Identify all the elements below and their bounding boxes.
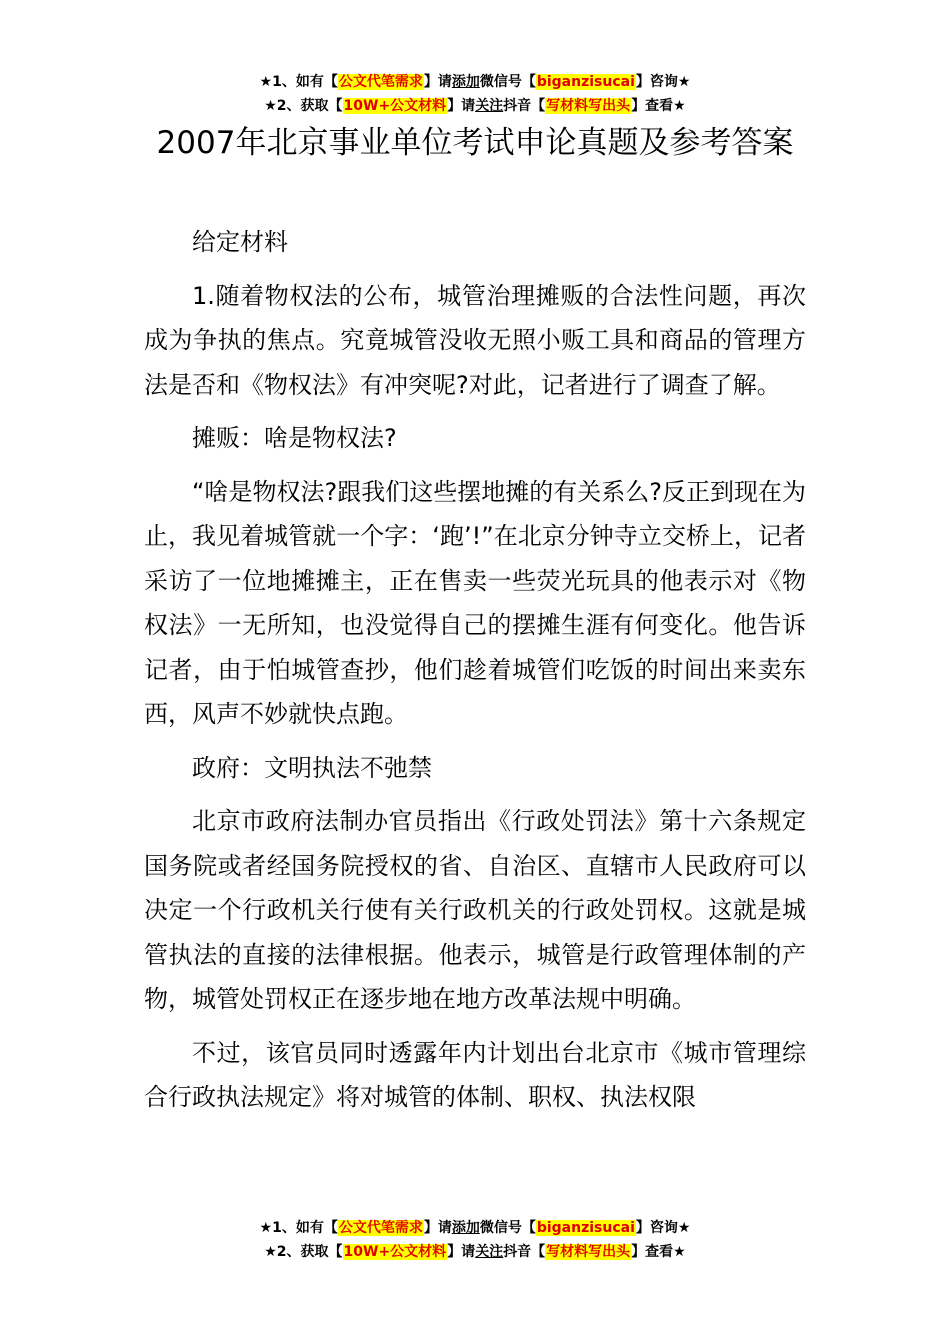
section-heading: 摊贩：啥是物权法?	[192, 424, 397, 452]
banner-text: 微信号【	[479, 1220, 536, 1236]
document-body	[144, 220, 806, 1129]
banner-text: ★2、获取【	[264, 1244, 343, 1260]
banner-underline: 关注	[475, 1244, 504, 1260]
body-paragraph: 不过，该官员同时透露年内计划出台北京市《城市管理综合行政执法规定》将对城管的体制、职权、执法权限	[144, 1038, 806, 1111]
banner-text: 】请	[423, 1220, 452, 1236]
banner-line-2	[0, 1240, 950, 1264]
header-banner	[0, 70, 950, 118]
section-heading: 给定材料	[192, 228, 288, 256]
section-heading: 政府：文明执法不弛禁	[192, 753, 432, 782]
banner-highlight: 写材料写出头	[546, 1244, 631, 1260]
banner-highlight: biganzisucai	[536, 1220, 635, 1236]
banner-text: ★1、如有【	[259, 1220, 338, 1236]
banner-highlight: biganzisucai	[536, 74, 635, 90]
body-paragraph: 北京市政府法制办官员指出《行政处罚法》第十六条规定国务院或者经国务院授权的省、自治区、直辖市人民政府可以决定一个行政机关行使有关行政机关的行政处罚权。这就是城管执法的直接的法律根据。他表示，城管是行政管理体制的产物，城管处罚权正在逐步地在地方改革法规中明确。	[144, 807, 806, 1013]
banner-line-1	[0, 1216, 950, 1240]
banner-text: 】请	[447, 1244, 476, 1260]
banner-text: 】请	[423, 74, 452, 90]
banner-text: 】咨询★	[635, 1220, 691, 1236]
banner-text: 微信号【	[479, 74, 536, 90]
banner-text: 抖音【	[503, 1244, 546, 1260]
banner-highlight: 公文代笔需求	[338, 74, 423, 90]
banner-underline: 关注	[475, 98, 504, 114]
banner-text: 】查看★	[631, 1244, 686, 1260]
banner-underline: 添加	[451, 74, 480, 90]
page-title: 2007年北京事业单位考试申论真题及参考答案	[156, 125, 794, 161]
banner-text: 抖音【	[503, 98, 546, 114]
banner-line-1	[0, 70, 950, 94]
banner-line-2	[0, 94, 950, 118]
body-paragraph: 1.随着物权法的公布，城管治理摊贩的合法性问题，再次成为争执的焦点。究竟城管没收无照小贩工具和商品的管理方法是否和《物权法》有冲突呢?对此，记者进行了调查了解。	[144, 281, 806, 399]
banner-highlight: 10W+公文材料	[343, 98, 447, 114]
banner-text: ★1、如有【	[259, 74, 338, 90]
footer-banner	[0, 1216, 950, 1264]
banner-text: 】请	[447, 98, 476, 114]
banner-text: ★2、获取【	[264, 98, 343, 114]
banner-highlight: 10W+公文材料	[343, 1244, 447, 1260]
banner-text: 】咨询★	[635, 74, 691, 90]
banner-highlight: 写材料写出头	[546, 98, 631, 114]
body-paragraph: “啥是物权法?跟我们这些摆地摊的有关系么?反正到现在为止，我见着城管就一个字：‘跑’!”在北京分钟寺立交桥上，记者采访了一位地摊摊主，正在售卖一些荧光玩具的他表示对《物权法》一无所知，也没觉得自己的摆摊生涯有何变化。他告诉记者，由于怕城管查抄，他们趁着城管们吃饭的时间出来卖东西，风声不妙就快点跑。	[144, 477, 806, 728]
banner-underline: 添加	[451, 1220, 480, 1236]
banner-text: 】查看★	[631, 98, 686, 114]
banner-highlight: 公文代笔需求	[338, 1220, 423, 1236]
